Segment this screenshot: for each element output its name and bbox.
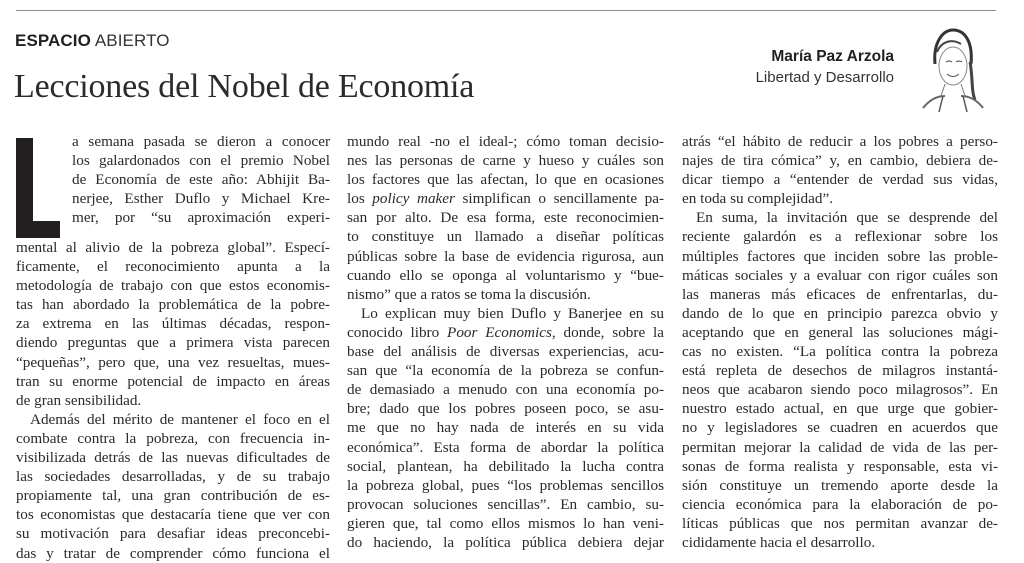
text-fragment: los — [347, 190, 373, 208]
text-line: permitan mejorar la calidad de vida de las per- — [682, 438, 998, 456]
text-line: bre; dado que los pobres poseen poco, se asu- — [347, 400, 664, 418]
text-line: máticas sociales y a evaluar con rigor cuáles son — [682, 266, 998, 284]
text-line: las sociedades desarrolladas, y de su trabajo — [16, 468, 330, 486]
dropcap-letter — [16, 138, 17, 139]
text-line: nismo” que a ratos se toma la discusión. — [347, 285, 591, 303]
text-line: líticas públicas que nos permitan avanzar de- — [682, 514, 998, 532]
text-line: de Economía de este año: Abhijit Ba- — [72, 171, 330, 189]
text-line: los factores que las afectan, lo que en ocasiones — [347, 171, 664, 189]
text-line: reciente galardón es a reflexionar sobre los — [682, 228, 998, 246]
text-line: mental al alivio de la pobreza global”. Especí- — [16, 239, 330, 256]
text-line: sonas de forma realista y responsable, esta vi- — [682, 457, 998, 475]
author-byline — [756, 48, 894, 86]
text-line: su motivación para desafiar ideas preconcebi- — [16, 525, 330, 543]
text-line — [347, 323, 664, 342]
text-line: la pobreza global, pues “los problemas sencillos — [347, 476, 664, 494]
text-line: san por alto. De esa forma, este reconocimien- — [347, 209, 664, 227]
text-line: za extrema en las últimas décadas, respon- — [16, 315, 330, 333]
text-line: metodología de trabajo con que estos economis- — [16, 277, 330, 295]
text-line: nuestro estado actual, en que urge que gobier- — [682, 400, 998, 418]
text-fragment: simplifican o sencillamente pa- — [462, 190, 665, 208]
text-line: najes de tira cómica” y, en cambio, debiera de- — [682, 152, 998, 170]
text-line: mer, por “su aproximación experi- — [72, 209, 330, 227]
text-line: tos economistas que destacaría tiene que ver con — [16, 506, 330, 524]
text-line: económica”. Esta forma de abordar la política — [347, 438, 664, 456]
text-line: atrás “el hábito de reducir a los pobres a perso- — [682, 133, 998, 150]
text-line: cididamente hacia el desarrollo. — [682, 533, 876, 551]
article-column-3 — [682, 132, 998, 552]
text-line: de gran sensibilidad. — [16, 391, 142, 409]
text-line: “pequeñas”, pero que, una vez resueltas, mues- — [16, 353, 330, 371]
italic-term: Poor Economics — [447, 323, 552, 341]
text-line: dando de lo que en principio parezca obvio y — [682, 304, 998, 322]
text-line: las maneras más eficaces de enfrentarlas, du- — [682, 285, 998, 303]
text-line: nerjee, Esther Duflo y Michael Kre- — [72, 190, 330, 208]
section-label — [15, 31, 170, 51]
text-line: to constituye un llamado a diseñar políticas — [347, 228, 664, 246]
text-line: públicas sobre la base de evidencia rigurosa, aun — [347, 247, 664, 265]
author-name: María Paz Arzola — [771, 48, 894, 65]
text-line: está repleta de desechos de milagros instantá- — [682, 362, 998, 380]
text-line: mundo real -no el ideal-; cómo toman decisio- — [347, 133, 664, 150]
text-line: das y tratar de comprender cómo funciona el — [16, 544, 330, 562]
text-line: gieren que, tal como ellos mismos lo han veni- — [347, 514, 664, 532]
text-line: Lo explican muy bien Duflo y Banerjee en su — [361, 304, 664, 322]
text-line: combate contra la pobreza, con frecuencia in- — [16, 429, 330, 447]
text-line: En suma, la invitación que se desprende del — [696, 209, 998, 227]
text-line — [347, 189, 664, 208]
text-line: cas no existen. “La política contra la pobreza — [682, 343, 998, 361]
text-line: me que no hay nada de interés en su vida — [347, 419, 664, 437]
text-line: múltiples factores que inciden sobre las proble- — [682, 247, 998, 265]
text-line: Además del mérito de mantener el foco en el — [30, 410, 330, 428]
text-fragment: conocido libro — [347, 323, 448, 341]
text-line: propiamente tal, una gran contribución de es- — [16, 487, 330, 505]
text-line: cuando ello se oponga al voluntarismo y “bue- — [347, 266, 664, 284]
text-line: nes las personas de carne y hueso y cuáles son — [347, 152, 664, 170]
headline: Lecciones del Nobel de Economía — [14, 68, 475, 105]
text-line: a semana pasada se dieron a conocer — [72, 133, 330, 150]
text-line: san que “la economía de la pobreza se confun- — [347, 362, 664, 380]
text-line: social, plantean, ha debilitado la lucha contra — [347, 457, 664, 475]
text-line: no y legisladores se cuadren en acuerdos que — [682, 419, 998, 437]
text-line: visibilizada detrás de las nuevas dificultades de — [16, 449, 330, 467]
text-line: ficamente, el reconocimiento apunta a la — [16, 258, 330, 276]
italic-term: policy maker — [372, 190, 455, 208]
dropcap-l — [16, 138, 60, 238]
text-line: de demasiado a menudo con una economía po- — [347, 381, 664, 399]
text-line: en toda su complejidad”. — [682, 190, 833, 208]
author-portrait-icon — [915, 22, 987, 114]
text-line: provocan soluciones sencillas”. En cambio, su- — [347, 495, 664, 513]
text-line: tas han abordado la problemática de la pobre- — [16, 296, 330, 314]
text-line: los galardonados con el premio Nobel — [72, 152, 330, 170]
article-column-2 — [347, 132, 664, 552]
text-line: base del análisis de diversas experiencias, acu- — [347, 343, 664, 361]
article-column-1 — [16, 132, 330, 563]
text-line: aceptando que en general las soluciones mági- — [682, 323, 998, 341]
text-line: do haciendo, la política pública debiera dejar — [347, 533, 664, 551]
text-line: neos que acabaron siendo poco milagrosos”. En — [682, 381, 998, 399]
text-line: diendo preguntas que a primera vista parecen — [16, 334, 330, 352]
text-line: tran su enorme potencial de impacto en áreas — [16, 372, 330, 390]
text-line: sión constituye un tremendo aporte desde la — [682, 476, 998, 494]
section-label-bold: ESPACIO — [15, 31, 91, 50]
top-rule — [16, 10, 996, 11]
text-line: ciencia económica para la elaboración de po- — [682, 495, 998, 513]
text-line: dicar tiempo a “entender de verdad sus vidas, — [682, 171, 998, 189]
section-label-regular: ABIERTO — [94, 31, 170, 50]
text-fragment: , donde, sobre la — [551, 323, 664, 341]
author-organization: Libertad y Desarrollo — [755, 69, 894, 86]
